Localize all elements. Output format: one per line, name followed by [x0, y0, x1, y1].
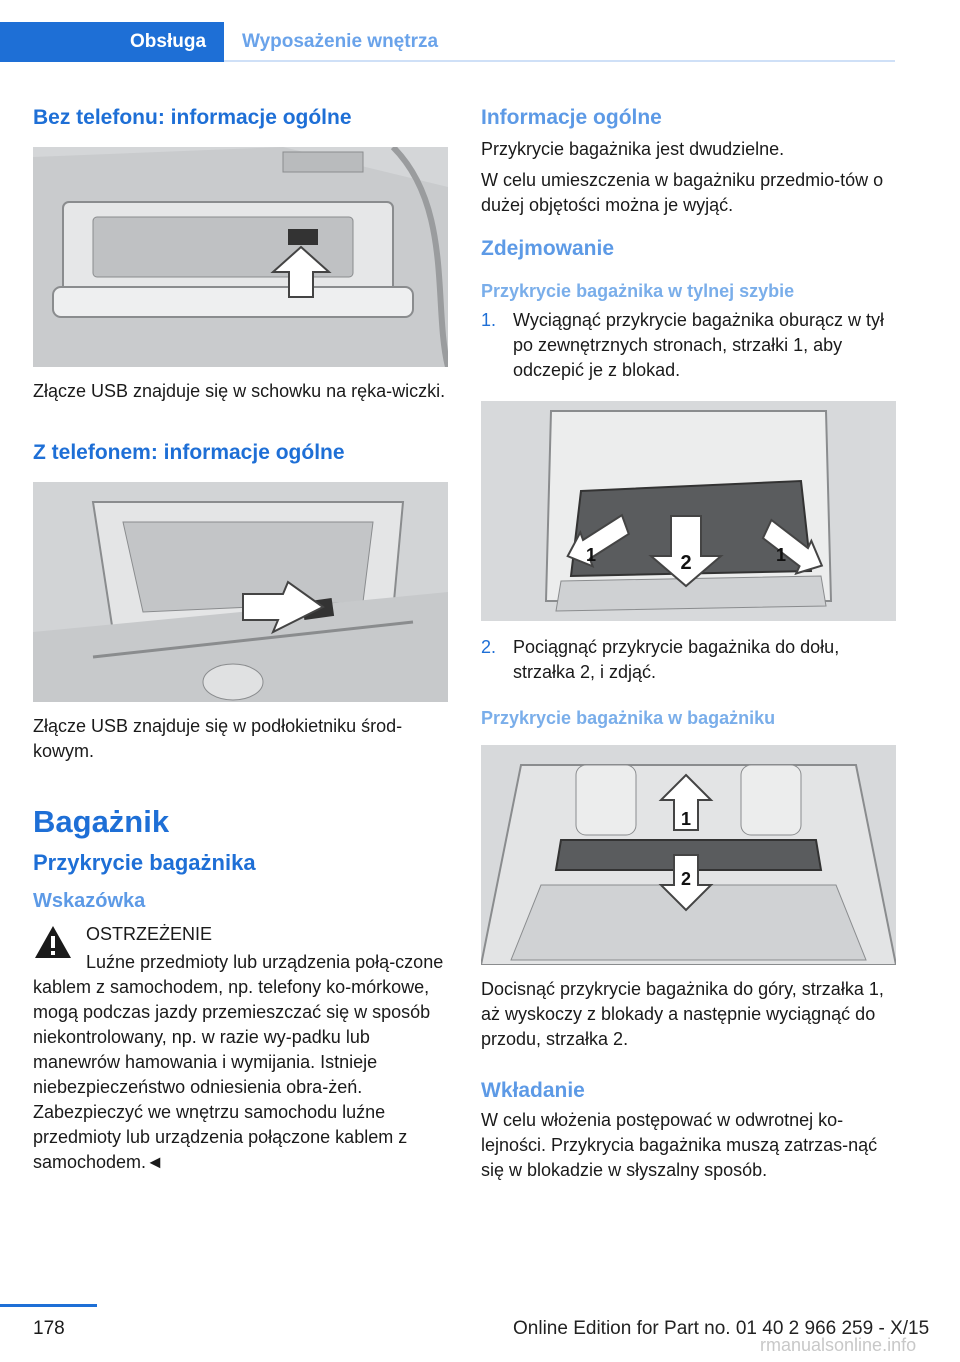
text-in-trunk: Docisnąć przykrycie bagażnika do góry, strzałka 1, aż wyskoczy z blokady a następnie wyciągnąć do przodu, strzałka 2.	[481, 979, 884, 1049]
step-2	[481, 635, 896, 685]
header-rule	[224, 60, 895, 62]
text-general-1: Przykrycie bagażnika jest dwudzielne.	[481, 139, 785, 159]
heading-general: Informacje ogólne	[481, 106, 662, 129]
tab-wyposazenie[interactable]: Wyposażenie wnętrza	[242, 31, 439, 52]
warning-title: OSTRZEŻENIE	[86, 924, 213, 944]
warning-block	[33, 922, 448, 1175]
img1-label-center: 2	[680, 552, 692, 574]
heading-hint: Wskazówka	[33, 890, 146, 912]
online-edition-text: Online Edition for Part no. 01 40 2 966 259 - X/15	[513, 1318, 930, 1339]
img1-label-left: 1	[585, 545, 597, 565]
img2-label-up: 1	[680, 809, 692, 829]
heading-insert: Wkładanie	[481, 1079, 585, 1102]
text-no-phone: Złącze USB znajduje się w schowku na ręka-wiczki.	[33, 381, 446, 401]
heading-with-phone: Z telefonem: informacje ogólne	[33, 441, 345, 464]
page-number: 178	[33, 1318, 65, 1339]
step-1	[481, 308, 896, 383]
step-2-text: Pociągnąć przykrycie bagażnika do dołu, strzałka 2, i zdjąć.	[513, 637, 840, 682]
header-tabs	[0, 22, 895, 62]
left-column	[33, 100, 448, 1175]
heading-no-phone: Bez telefonu: informacje ogólne	[33, 106, 352, 129]
right-column	[481, 100, 896, 1183]
text-general-2: W celu umieszczenia w bagażniku przedmio-tów o dużej objętości można je wyjąć.	[481, 170, 884, 215]
tab-obsluga[interactable]: Obsługa	[0, 22, 224, 62]
text-with-phone: Złącze USB znajduje się w podłokietniku środ-kowym.	[33, 716, 403, 761]
text-insert: W celu włożenia postępować w odwrotnej ko-lejności. Przykrycia bagażnika muszą zatrzas-nąć się w blokadzie w słyszalny sposób.	[481, 1110, 878, 1180]
heading-trunk: Bagażnik	[33, 804, 170, 839]
warning-text: Luźne przedmioty lub urządzenia połą-czone kablem z samochodem, np. telefony ko-mórkowe, mogą podczas jazdy przemieszczać się w sposób niekontrolowany, np. w razie wy-padku lub manewrów hamowania i wymijania. Istnieje niebezpieczeństwo odniesienia obra-żeń. Zabezpieczyć we wnętrzu samochodu luźne przedmioty lub urządzenia połączone kablem z samochodem.◄	[33, 952, 444, 1172]
heading-rear-window: Przykrycie bagażnika w tylnej szybie	[481, 281, 795, 301]
img1-label-right: 1	[775, 545, 787, 565]
glovebox-image	[33, 147, 448, 367]
warning-triangle-icon	[33, 924, 73, 960]
step-2-number: 2.	[481, 637, 497, 657]
heading-trunk-cover: Przykrycie bagażnika	[33, 850, 256, 875]
watermark: rmanualsonline.info	[760, 1335, 917, 1355]
step-1-text: Wyciągnąć przykrycie bagażnika oburącz w tył po zewnętrznych stronach, strzałki 1, aby odczepić je z blokad.	[513, 310, 884, 380]
heading-remove: Zdejmowanie	[481, 237, 615, 260]
heading-in-trunk: Przykrycie bagażnika w bagażniku	[481, 708, 776, 728]
step-1-number: 1.	[481, 310, 497, 330]
rear-window-cover-image	[481, 401, 896, 621]
trunk-cover-image	[481, 745, 896, 965]
img2-label-down: 2	[680, 869, 692, 889]
footer-rule	[0, 1304, 97, 1307]
armrest-image	[33, 482, 448, 702]
